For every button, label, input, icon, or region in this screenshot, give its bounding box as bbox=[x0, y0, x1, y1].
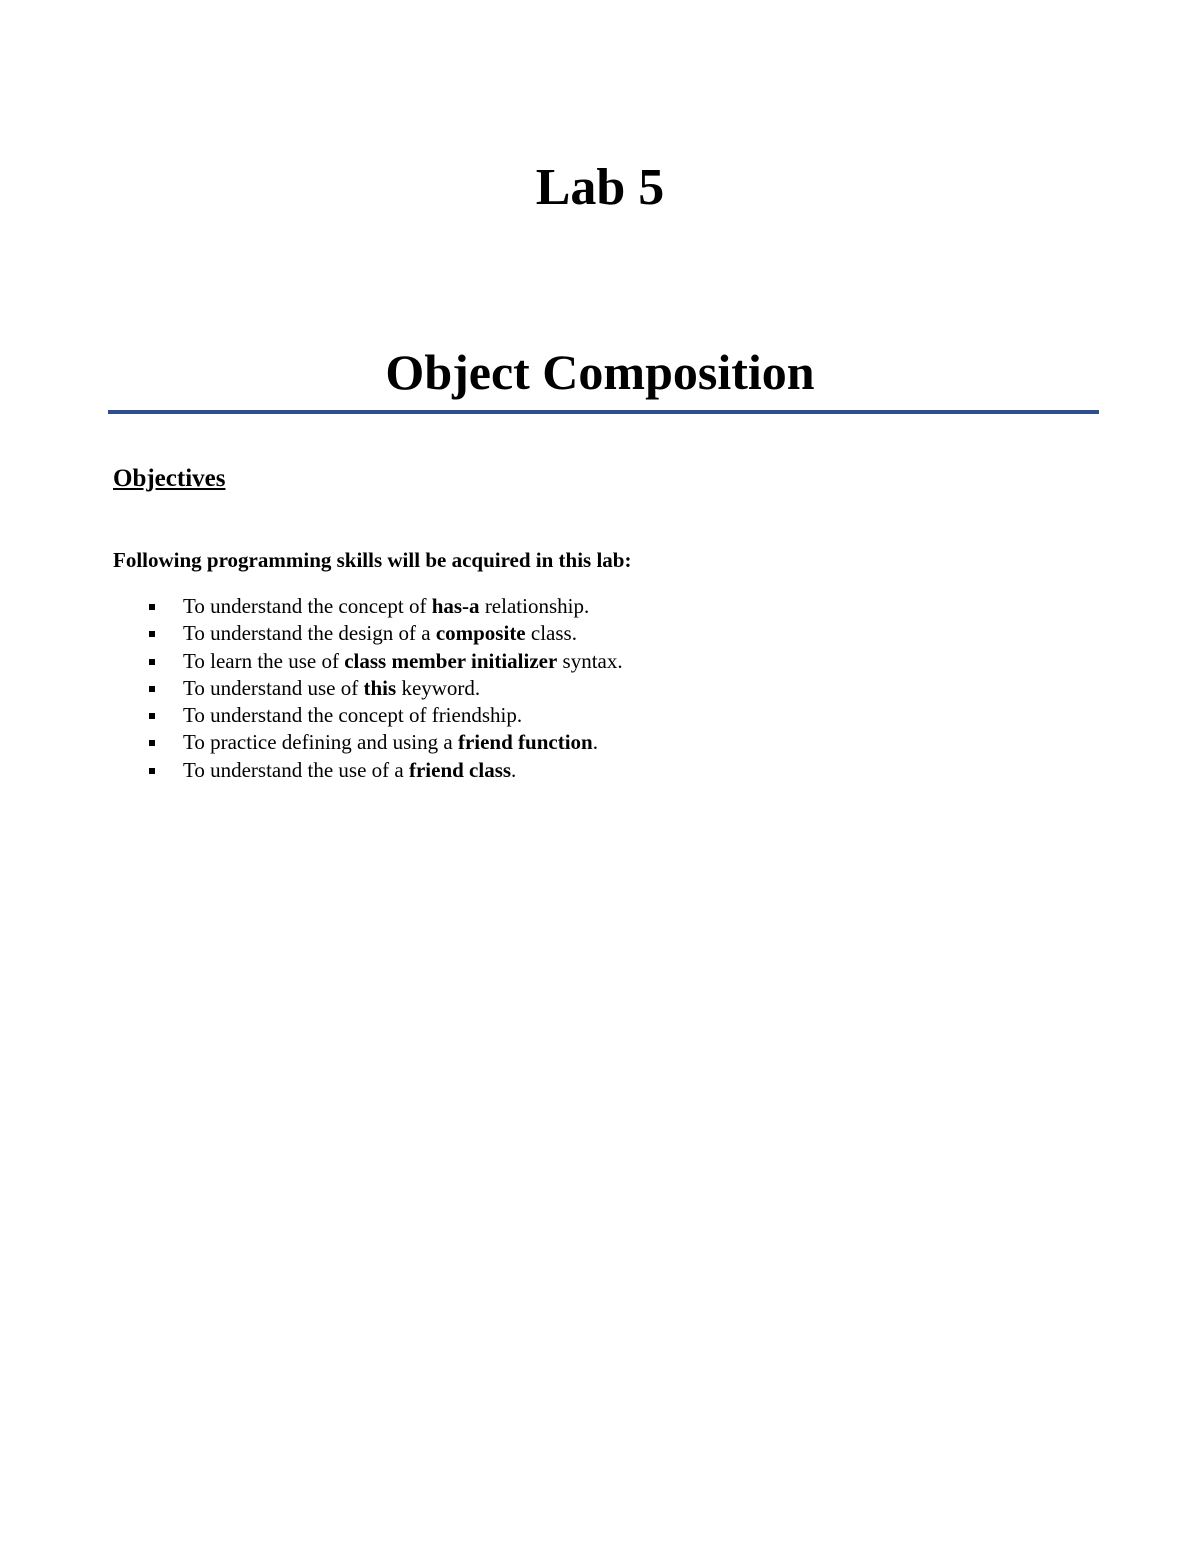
objective-text: To practice defining and using a friend function. bbox=[183, 730, 598, 755]
objective-text: To understand the concept of has-a relationship. bbox=[183, 594, 590, 618]
objective-text: To understand use of this keyword. bbox=[183, 675, 481, 700]
objective-text: To understand the design of a composite class. bbox=[183, 621, 577, 646]
square-bullet-icon bbox=[149, 768, 155, 774]
objective-text: To understand the use of a friend class. bbox=[183, 757, 517, 782]
title-divider-rule bbox=[108, 410, 1099, 414]
objective-item bbox=[0, 675, 1200, 702]
square-bullet-icon bbox=[149, 659, 155, 665]
objective-item bbox=[0, 593, 1200, 620]
objective-item bbox=[0, 729, 1200, 756]
objective-item bbox=[0, 620, 1200, 647]
objective-text: To understand the concept of friendship. bbox=[183, 703, 523, 728]
objective-item bbox=[0, 702, 1200, 729]
objectives-list bbox=[0, 593, 1200, 784]
square-bullet-icon bbox=[149, 686, 155, 692]
lab-title-heading: Object Composition bbox=[385, 344, 815, 400]
square-bullet-icon bbox=[149, 740, 155, 746]
objectives-heading: Objectives bbox=[113, 465, 226, 492]
square-bullet-icon bbox=[149, 631, 155, 637]
square-bullet-icon bbox=[149, 713, 155, 719]
objective-text: To learn the use of class member initializer syntax. bbox=[183, 648, 623, 673]
square-bullet-icon bbox=[149, 604, 155, 610]
objective-item bbox=[0, 757, 1200, 784]
objectives-intro: Following programming skills will be acquired in this lab: bbox=[113, 548, 632, 572]
lab-number-heading: Lab 5 bbox=[535, 159, 665, 216]
objective-item bbox=[0, 648, 1200, 675]
